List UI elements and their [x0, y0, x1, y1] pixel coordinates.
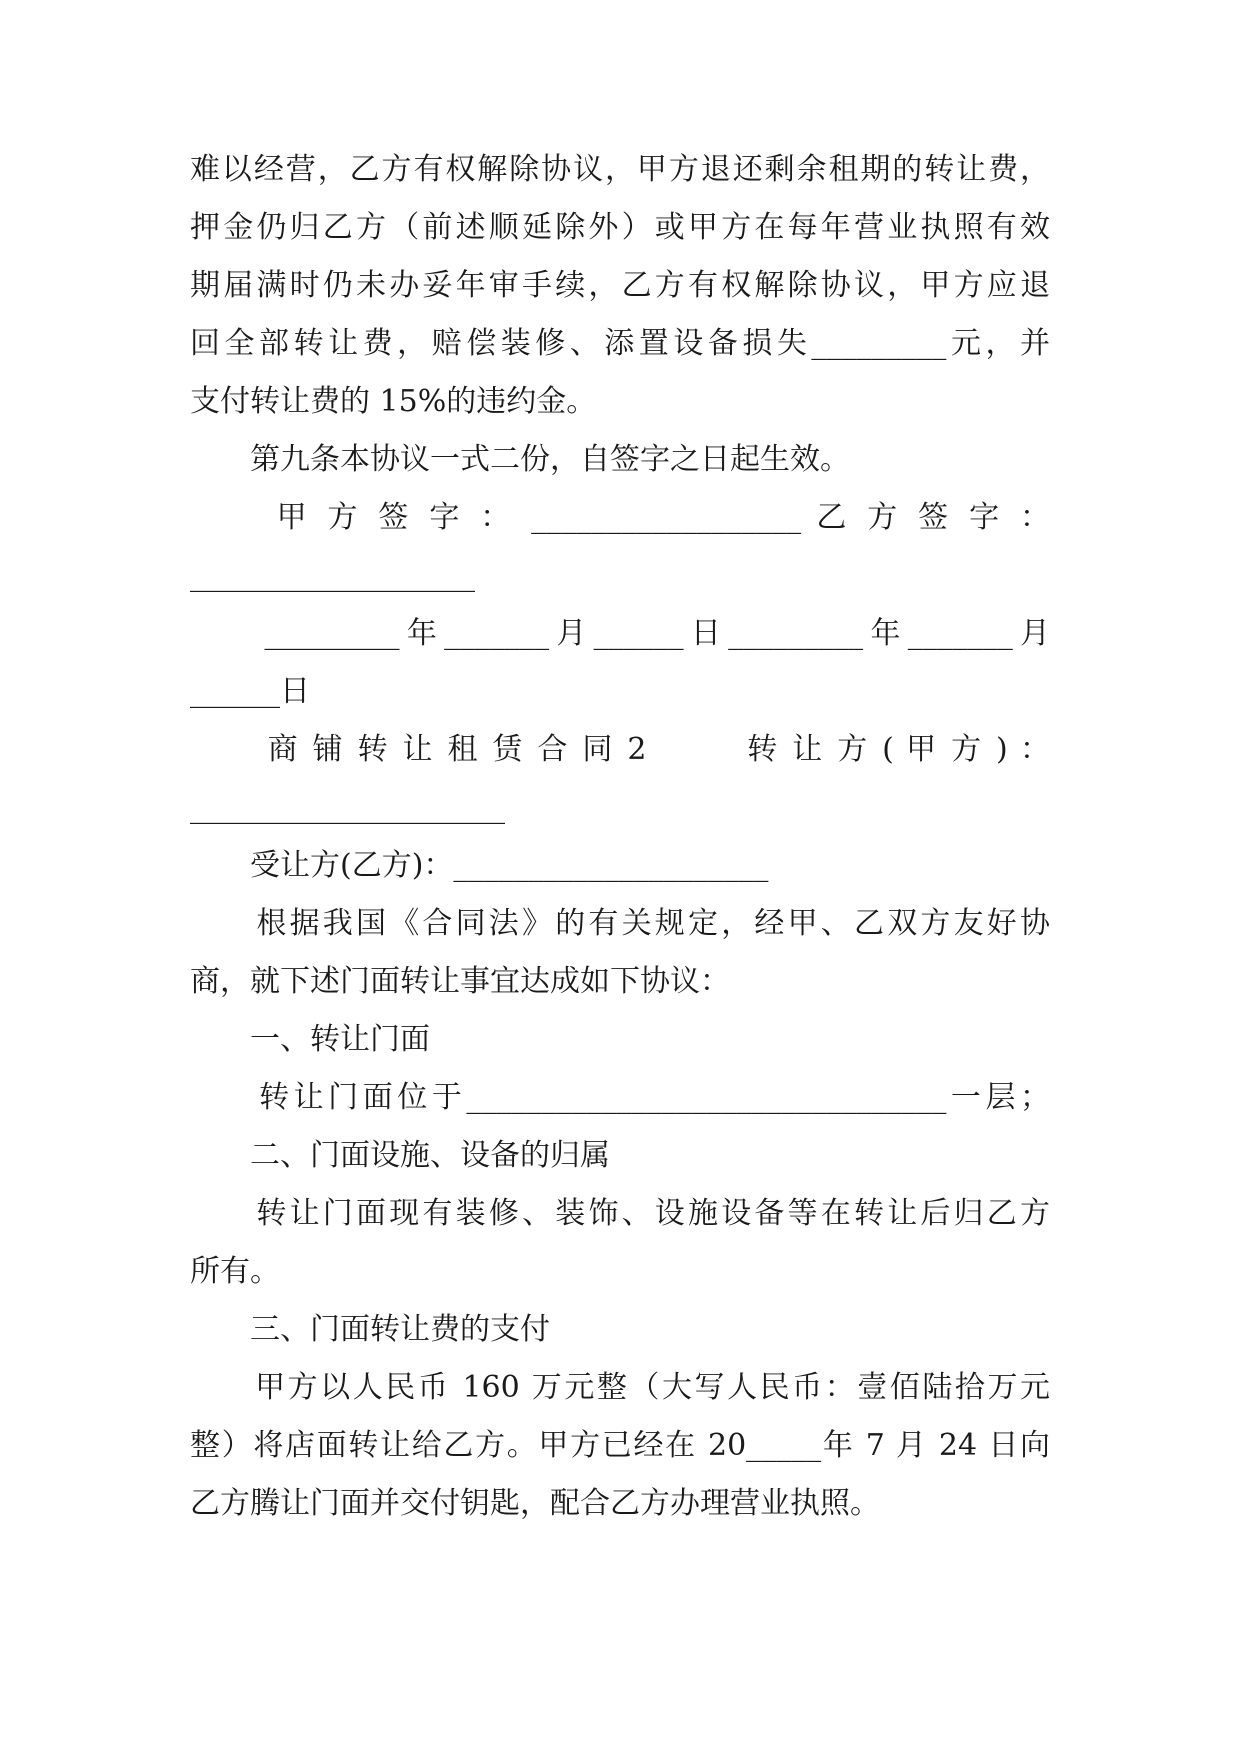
paragraph-line: 押金仍归乙方（前述顺延除外）或甲方在每年营业执照有效	[190, 210, 1050, 245]
section-heading: 一、转让门面	[190, 1022, 430, 1057]
paragraph-line: 根据我国《合同法》的有关规定，经甲、乙双方友好协	[190, 906, 1050, 941]
contract-title-line: 商 铺 转 让 租 赁 合 同 2 转 让 方 ( 甲 方 ) ：	[190, 732, 1050, 767]
article-nine: 第九条本协议一式二份，自签字之日起生效。	[190, 442, 850, 477]
paragraph-line: 回全部转让费，赔偿装修、添置设备损失_________元，并	[190, 326, 1050, 361]
paragraph-line: 所有。	[190, 1254, 280, 1289]
date-line: ______日	[190, 674, 310, 709]
paragraph-line: 转让门面位于________________________________一层；	[190, 1080, 1050, 1115]
paragraph-line: 难以经营，乙方有权解除协议，甲方退还剩余租期的转让费，	[190, 152, 1050, 187]
signature-line: 甲 方 签 字 ： __________________ 乙 方 签 字 ：	[190, 500, 1050, 535]
party-a-blank: _____________________	[190, 790, 505, 825]
section-heading: 二、门面设施、设备的归属	[190, 1138, 610, 1173]
party-b-line: 受让方(乙方)：_____________________	[190, 848, 769, 883]
paragraph-line: 期届满时仍未办妥年审手续，乙方有权解除协议，甲方应退	[190, 268, 1050, 303]
paragraph-line: 甲方以人民币 160 万元整（大写人民币：壹佰陆拾万元	[190, 1370, 1050, 1405]
paragraph-line: 整）将店面转让给乙方。甲方已经在 20_____年 7 月 24 日向	[190, 1428, 1050, 1463]
paragraph-line: 商，就下述门面转让事宜达成如下协议：	[190, 964, 730, 999]
paragraph-line: 乙方腾让门面并交付钥匙，配合乙方办理营业执照。	[190, 1486, 880, 1521]
section-heading: 三、门面转让费的支付	[190, 1312, 550, 1347]
date-line: _________年_______月______日_________年_______月	[190, 616, 1050, 651]
paragraph-line: 转让门面现有装修、装饰、设施设备等在转让后归乙方	[190, 1196, 1050, 1231]
paragraph-line: 支付转让费的 15%的违约金。	[190, 384, 597, 419]
signature-blank: ___________________	[190, 558, 475, 593]
